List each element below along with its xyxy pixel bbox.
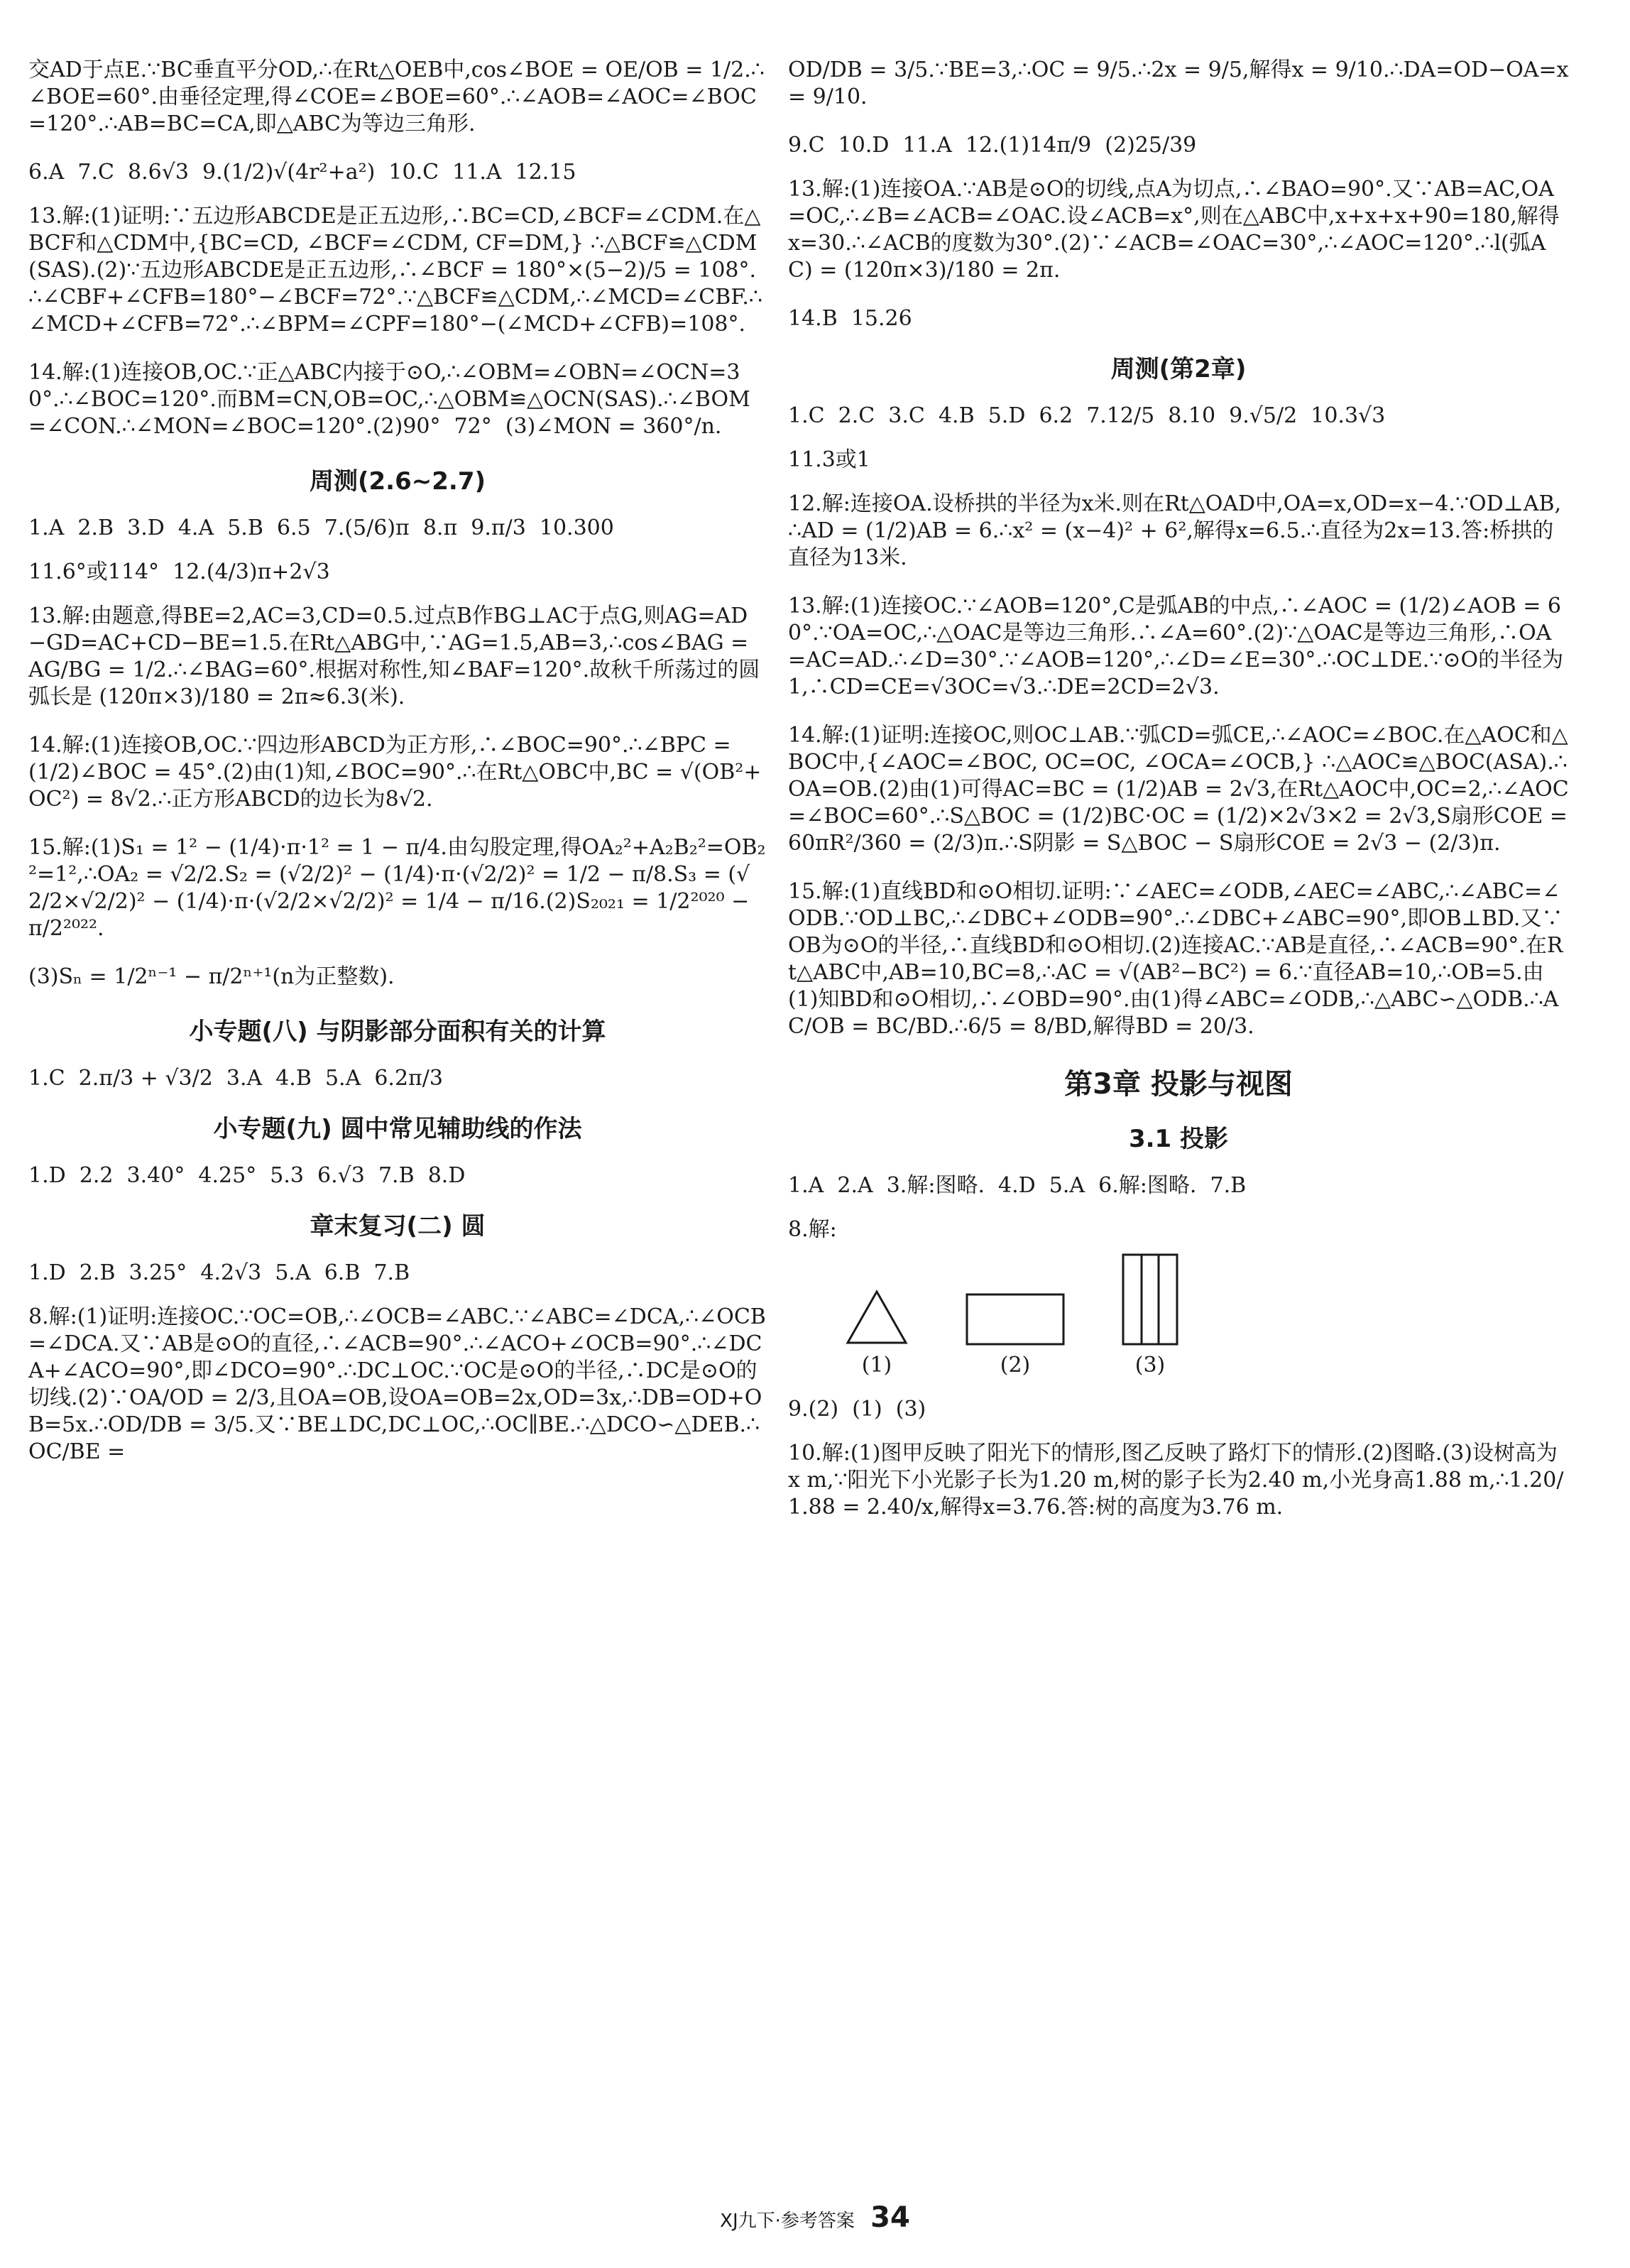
right-column — [788, 57, 1576, 1542]
section-heading: 小专题(八) 与阴影部分面积有关的计算 — [189, 1018, 606, 1046]
section-heading: 章末复习(二) 圆 — [310, 1212, 486, 1241]
section-heading: 周测(第2章) — [1110, 355, 1247, 383]
answer-text: 14.解:(1)证明:连接OC,则OC⊥AB.∵弧CD=弧CE,∴∠AOC=∠BOC.在△AOC和△BOC中,{∠AOC=∠BOC, OC=OC, ∠OCA=∠OCB,} ∴△AOC≌△BOC(ASA).∴OA=OB.(2)由(1)可得AC=BC = (1/2)AB = 2√3,在Rt△AOC中,OC=2,∴∠AOC=∠BOC=60°.∴S△BOC = (1/2)BC·OC = (1/2)×2√3×2 = 2√3,S扇形COE = 60πR²/360 = (2/3)π.∴S阴影 = S△BOC − S扇形COE = 2√3 − (2/3)π. — [788, 723, 1575, 856]
answer-text: 1.A 2.B 3.D 4.A 5.B 6.5 7.(5/6)π 8.π 9.π/3 10.300 — [28, 516, 614, 540]
section-heading: 小专题(九) 圆中常见辅助线的作法 — [213, 1115, 582, 1143]
answer-text: 12.解:连接OA.设桥拱的半径为x米.则在Rt△OAD中,OA=x,OD=x−4.∵OD⊥AB,∴AD = (1/2)AB = 6.∴x² = (x−4)² + 6²,解得x=6.5.∴直径为2x=13.答:桥拱的直径为13米. — [788, 491, 1562, 570]
answer-text: 14.解:(1)连接OB,OC.∵正△ABC内接于⊙O,∴∠OBM=∠OBN=∠OCN=30°.∴∠BOC=120°.而BM=CN,OB=OC,∴△OBM≌△OCN(SAS).∴∠BOM=∠CON.∴∠MON=∠BOC=120°.(2)90° 72° (3)∠MON = 360°/n. — [28, 360, 750, 439]
figure-label: (3) — [1134, 1353, 1166, 1378]
footer-label: XJ九下·参考答案 — [720, 2210, 855, 2232]
answer-text: 9.(2) (1) (3) — [788, 1397, 926, 1422]
answer-text: 交AD于点E.∵BC垂直平分OD,∴在Rt△OEB中,cos∠BOE = OE/OB = 1/2.∴∠BOE=60°.由垂径定理,得∠COE=∠BOE=60°.∴∠AOB=∠AOC=∠BOC=120°.∴AB=BC=CA,即△ABC为等边三角形. — [28, 58, 765, 136]
section-heading: 3.1 投影 — [1128, 1125, 1229, 1153]
answer-text: 14.解:(1)连接OB,OC.∵四边形ABCD为正方形,∴∠BOC=90°.∴∠BPC = (1/2)∠BOC = 45°.(2)由(1)知,∠BOC=90°.∴在Rt△OBC中,BC = √(OB²+OC²) = 8√2.∴正方形ABCD的边长为8√2. — [28, 733, 762, 812]
figure-3 — [1122, 1253, 1178, 1378]
answer-text: 11.6°或114° 12.(4/3)π+2√3 — [28, 560, 330, 584]
answer-text: 1.D 2.B 3.25° 4.2√3 5.A 6.B 7.B — [28, 1260, 410, 1285]
answer-text: 10.解:(1)图甲反映了阳光下的情形,图乙反映了路灯下的情形.(2)图略.(3)设树高为x m,∵阳光下小光影子长为1.20 m,树的影子长为2.40 m,小光身高1.88 m,∴1.20/1.88 = 2.40/x,解得x=3.76.答:树的高度为3.76 m. — [788, 1441, 1564, 1520]
answer-text: 13.解:(1)证明:∵五边形ABCDE是正五边形,∴BC=CD,∠BCF=∠CDM.在△BCF和△CDM中,{BC=CD, ∠BCF=∠CDM, CF=DM,} ∴△BCF≌△CDM(SAS).(2)∵五边形ABCDE是正五边形,∴∠BCF = 180°×(5−2)/5 = 108°.∴∠CBF+∠CFB=180°−∠BCF=72°.∵△BCF≌△CDM,∴∠MCD=∠CBF.∴∠MCD+∠CFB=72°.∴∠BPM=∠CPF=180°−(∠MCD+∠CFB)=108°. — [28, 204, 763, 337]
answer-text: 1.C 2.C 3.C 4.B 5.D 6.2 7.12/5 8.10 9.√5/2 10.3√3 — [788, 403, 1386, 428]
answer-text: 8.解:(1)证明:连接OC.∵OC=OB,∴∠OCB=∠ABC.∵∠ABC=∠DCA,∴∠OCB=∠DCA.又∵AB是⊙O的直径,∴∠ACB=90°.∴∠ACO+∠OCB=90°.∴∠DCA+∠ACO=90°,即∠DCO=90°.∴DC⊥OC.∵OC是⊙O的半径,∴DC是⊙O的切线.(2)∵OA/OD = 2/3,且OA=OB,设OA=OB=2x,OD=3x,∴DB=OD+OB=5x.∴OD/DB = 3/5.又∵BE⊥DC,DC⊥OC,∴OC∥BE.∴△DCO∽△DEB.∴OC/BE = — [28, 1304, 766, 1464]
triangle-figure — [845, 1289, 909, 1346]
answer-text: 1.C 2.π/3 + √3/2 3.A 4.B 5.A 6.2π/3 — [28, 1066, 443, 1091]
answer-text: 6.A 7.C 8.6√3 9.(1/2)√(4r²+a²) 10.C 11.A 12.15 — [28, 160, 576, 185]
page-footer — [0, 2201, 1630, 2234]
figure-2 — [966, 1293, 1065, 1378]
answer-text: OD/DB = 3/5.∵BE=3,∴OC = 9/5.∴2x = 9/5,解得x = 9/10.∴DA=OD−OA=x = 9/10. — [788, 58, 1576, 109]
answer-text: 14.B 15.26 — [788, 306, 912, 331]
projection-figures — [845, 1253, 1569, 1378]
answer-text: 9.C 10.D 11.A 12.(1)14π/9 (2)25/39 — [788, 133, 1197, 158]
answer-text: 15.解:(1)直线BD和⊙O相切.证明:∵∠AEC=∠ODB,∠AEC=∠ABC,∴∠ABC=∠ODB.∵OD⊥BC,∴∠DBC+∠ODB=90°.∴∠DBC+∠ABC=90°,即OB⊥BD.又∵OB为⊙O的半径,∴直线BD和⊙O相切.(2)连接AC.∵AB是直径,∴∠ACB=90°.在Rt△ABC中,AB=10,BC=8,∴AC = √(AB²−BC²) = 6.∵直径AB=10,∴OB=5.由(1)知BD和⊙O相切,∴∠OBD=90°.由(1)得∠ABC=∠ODB,∴△ABC∽△ODB.∴AC/OB = BC/BD.∴6/5 = 8/BD,解得BD = 20/3. — [788, 879, 1563, 1039]
chapter-heading: 第3章 投影与视图 — [1064, 1068, 1293, 1101]
answer-text: 11.3或1 — [788, 447, 870, 472]
answer-text: 1.D 2.2 3.40° 4.25° 5.3 6.√3 7.B 8.D — [28, 1163, 466, 1188]
answer-text: 13.解:(1)连接OC.∵∠AOB=120°,C是弧AB的中点,∴∠AOC = (1/2)∠AOB = 60°.∵OA=OC,∴△OAC是等边三角形.∴∠A=60°.(2)∵△OAC是等边三角形,∴OA=AC=AD.∴∠D=30°.∵∠AOB=120°,∴∠D=∠E=30°.∴OC⊥DE.∵⊙O的半径为1,∴CD=CE=√3OC=√3.∴DE=2CD=2√3. — [788, 594, 1564, 699]
figure-label: (2) — [1000, 1353, 1031, 1378]
answer-text: 8.解: — [788, 1217, 837, 1242]
answer-text: (3)Sₙ = 1/2ⁿ⁻¹ − π/2ⁿ⁺¹(n为正整数). — [28, 964, 395, 989]
answer-text: 13.解:(1)连接OA.∵AB是⊙O的切线,点A为切点,∴∠BAO=90°.又∵AB=AC,OA=OC,∴∠B=∠ACB=∠OAC.设∠ACB=x°,则在△ABC中,x+x+x+90=180,解得x=30.∴∠ACB的度数为30°.(2)∵∠ACB=∠OAC=30°,∴∠AOC=120°.∴l(弧AC) = (120π×3)/180 = 2π. — [788, 177, 1560, 283]
figure-label: (1) — [861, 1353, 892, 1378]
answer-text: 1.A 2.A 3.解:图略. 4.D 5.A 6.解:图略. 7.B — [788, 1173, 1247, 1198]
rectangle-figure — [966, 1293, 1065, 1346]
left-column — [28, 57, 767, 1487]
cylinder-view-figure — [1122, 1253, 1178, 1346]
section-heading: 周测(2.6~2.7) — [309, 467, 486, 496]
answer-text: 13.解:由题意,得BE=2,AC=3,CD=0.5.过点B作BG⊥AC于点G,则AG=AD−GD=AC+CD−BE=1.5.在Rt△ABG中,∵AG=1.5,AB=3,∴cos∠BAG = AG/BG = 1/2.∴∠BAG=60°.根据对称性,知∠BAF=120°.故秋千所荡过的圆弧长是 (120π×3)/180 = 2π≈6.3(米). — [28, 604, 760, 709]
figure-1 — [845, 1289, 909, 1378]
page-number: 34 — [870, 2201, 910, 2234]
answer-text: 15.解:(1)S₁ = 1² − (1/4)·π·1² = 1 − π/4.由勾股定理,得OA₂²+A₂B₂²=OB₂²=1²,∴OA₂ = √2/2.S₂ = (√2/2)² − (1/4)·π·(√2/2)² = 1/2 − π/8.S₃ = (√2/2×√2/2)² − (1/4)·π·(√2/2×√2/2)² = 1/4 − π/16.(2)S₂₀₂₁ = 1/2²⁰²⁰ − π/2²⁰²². — [28, 835, 766, 941]
